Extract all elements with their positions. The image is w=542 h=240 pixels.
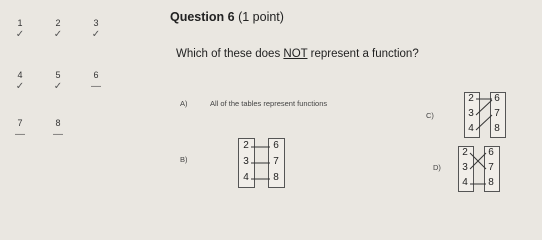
- checkmark-icon: ✓: [91, 29, 101, 40]
- nav-number: 1: [17, 18, 23, 28]
- option-a-text: All of the tables represent functions: [210, 99, 328, 108]
- nav-question-1[interactable]: [2, 18, 38, 40]
- domain-value: 3: [468, 108, 474, 119]
- checkmark-icon: ✓: [53, 81, 63, 92]
- nav-number: 2: [55, 18, 61, 28]
- unanswered-dash-icon: —: [53, 129, 63, 140]
- range-value: 7: [494, 108, 500, 119]
- range-value: 8: [488, 177, 494, 188]
- option-c-mapping: [460, 88, 520, 140]
- question-number: Question 6: [170, 10, 235, 24]
- domain-value: 4: [468, 123, 474, 134]
- nav-number: 4: [17, 70, 23, 80]
- range-value: 8: [494, 123, 500, 134]
- domain-value: 3: [462, 162, 468, 173]
- mapping-arrows: [234, 138, 294, 190]
- question-title: [170, 10, 284, 24]
- question-points: (1 point): [238, 10, 284, 24]
- option-a-letter: A): [180, 99, 188, 108]
- range-value: 8: [273, 172, 279, 183]
- prompt-text-end: represent a function?: [307, 48, 419, 60]
- nav-number: 8: [55, 118, 61, 128]
- option-b-mapping: [234, 138, 294, 190]
- domain-value: 3: [243, 156, 249, 167]
- range-value: 7: [273, 156, 279, 167]
- prompt-text: Which of these does: [176, 48, 284, 60]
- nav-question-5[interactable]: [40, 70, 76, 92]
- option-d-letter: D): [433, 163, 441, 172]
- nav-number: 7: [17, 118, 23, 128]
- checkmark-icon: ✓: [53, 29, 63, 40]
- nav-question-7[interactable]: [2, 118, 38, 140]
- nav-number: 3: [93, 18, 99, 28]
- unanswered-dash-icon: —: [91, 81, 101, 92]
- nav-number: 6: [93, 70, 99, 80]
- nav-question-3[interactable]: [78, 18, 114, 40]
- range-value: 7: [488, 162, 494, 173]
- nav-question-6[interactable]: [78, 70, 114, 92]
- checkmark-icon: ✓: [15, 29, 25, 40]
- range-value: 6: [488, 147, 494, 158]
- nav-number: 5: [55, 70, 61, 80]
- domain-value: 4: [462, 177, 468, 188]
- option-b-letter: B): [180, 155, 188, 164]
- domain-value: 4: [243, 172, 249, 183]
- checkmark-icon: ✓: [15, 81, 25, 92]
- nav-question-2[interactable]: [40, 18, 76, 40]
- option-c-letter: C): [426, 111, 434, 120]
- domain-value: 2: [462, 147, 468, 158]
- prompt-emphasis: NOT: [283, 48, 308, 60]
- domain-value: 2: [468, 93, 474, 104]
- range-value: 6: [273, 140, 279, 151]
- unanswered-dash-icon: —: [15, 129, 25, 140]
- option-d-mapping: [454, 142, 514, 194]
- nav-question-8[interactable]: [40, 118, 76, 140]
- mapping-arrows: [460, 88, 520, 140]
- nav-question-4[interactable]: [2, 70, 38, 92]
- range-value: 6: [494, 93, 500, 104]
- question-prompt: [176, 48, 419, 60]
- domain-value: 2: [243, 140, 249, 151]
- mapping-arrows: [454, 142, 514, 194]
